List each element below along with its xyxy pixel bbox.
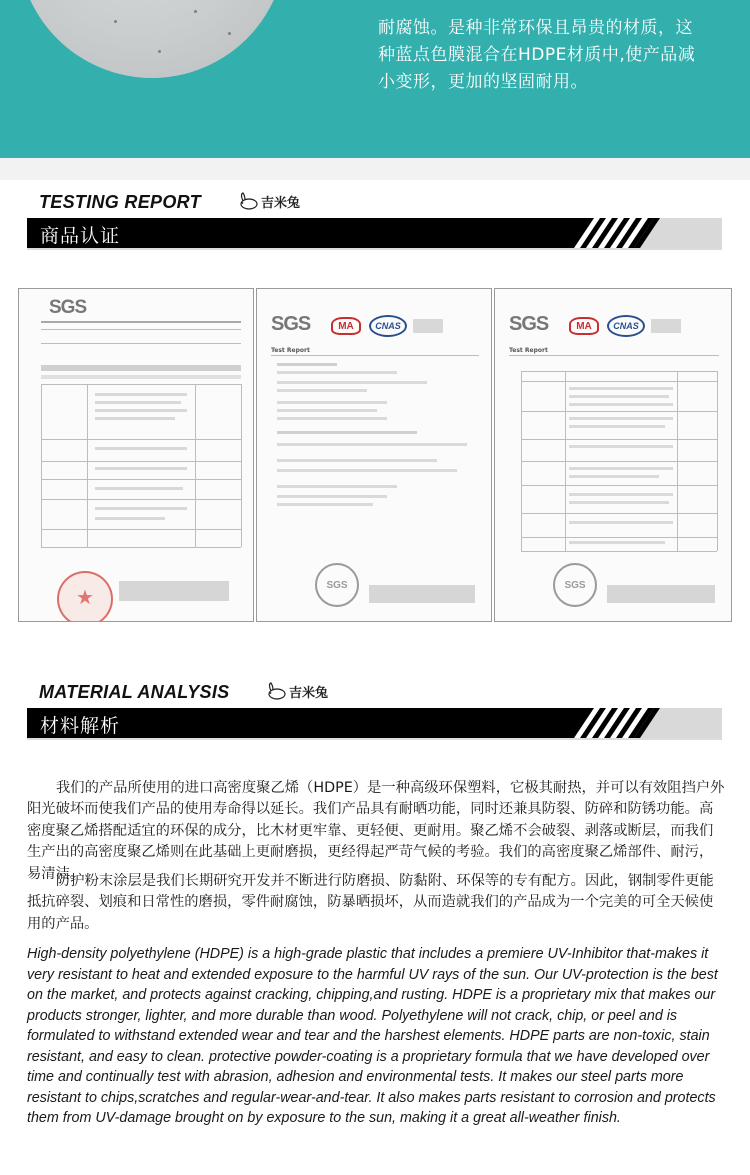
testing-report-header xyxy=(27,184,722,254)
brand-logo xyxy=(265,680,328,702)
cnas-mark: CNAS xyxy=(607,315,645,337)
sgs-mark: SGS xyxy=(509,313,549,335)
rabbit-icon xyxy=(265,682,287,700)
top-banner xyxy=(0,0,750,158)
report-title: Test Report xyxy=(509,347,548,354)
report-title: Test Report xyxy=(271,347,310,354)
report-document-1 xyxy=(18,288,254,622)
sgs-mark: SGS xyxy=(271,313,311,335)
top-line-1: 耐腐蚀。是种非常环保且昂贵的材质，这 xyxy=(378,18,693,38)
cnas-mark: CNAS xyxy=(369,315,407,337)
ma-mark: MA xyxy=(569,317,599,335)
report-document-3 xyxy=(494,288,732,622)
section-title-cn: 材料解析 xyxy=(40,715,121,737)
sgs-seal: SGS xyxy=(553,563,597,607)
material-analysis-header xyxy=(27,674,722,744)
sgs-seal: SGS xyxy=(315,563,359,607)
section-title-cn: 商品认证 xyxy=(40,225,121,247)
brand-logo-text: 吉米兔 xyxy=(261,195,301,211)
material-sample-image xyxy=(18,0,286,78)
section-title-bar xyxy=(27,218,722,248)
top-description xyxy=(378,0,718,96)
brand-logo xyxy=(237,190,300,212)
official-seal xyxy=(57,571,113,622)
ma-mark: MA xyxy=(331,317,361,335)
sgs-mark: SGS xyxy=(49,297,87,318)
section-underline xyxy=(27,248,722,250)
section-title-en: TESTING REPORT xyxy=(39,192,201,212)
cn-paragraph-2: 防护粉末涂层是我们长期研究开发并不断进行防磨损、防黏附、环保等的专有配方。因此，钢制零件更能抵抗碎裂、划痕和日常性的磨损，零件耐腐蚀，防暴晒损坏，从而造就我们的产品成为一个完美的可全天候使用的产品。 xyxy=(27,873,714,932)
report-document-2 xyxy=(256,288,492,622)
en-paragraph: High-density polyethylene (HDPE) is a high-grade plastic that includes a premiere UV-Inhibitor that-makes it very resistant to heat and extended exposure to the harmful UV rays of the sun. Our UV-protection is the best on the market, and protects against cracking, chipping,and rusting. HDPE is a proprietary mix that makes our products stronger, lighter, and more durable than wood. Polyethylene will not crack, chip, or peel and is formulated to withstand extended wear and tear and the harshest elements. HDPE parts are non-toxic, stain resistant, and easy to clean. protective powder-coating is a proprietary formula that we have developed over time and continually test with abrasion, adhesion and environmental tests. It makes our steel parts more resistant to chips,scratches and regular-wear-and-tear. It also makes parts resistant to corrosion and protects them from UV-damage brought on by exposure to the sun, making it a great all-weather finish. xyxy=(27,946,718,1126)
top-line-3: 小变形，更加的坚固耐用。 xyxy=(378,72,588,92)
stripe-decoration xyxy=(572,218,722,248)
section-underline xyxy=(27,738,722,740)
section-title-en: MATERIAL ANALYSIS xyxy=(39,682,230,702)
cn-paragraph-1: 我们的产品所使用的进口高密度聚乙烯（HDPE）是一种高级环保塑料，它极其耐热，并可以有效阻挡户外阳光破坏而使我们产品的使用寿命得以延长。我们产品具有耐晒功能，同时还兼具防裂、防碎和防锈功能。高密度聚乙烯搭配适宜的环保的成分，比木材更牢靠、更轻便、更耐用。聚乙烯不会破裂、剥落或断层，而我们生产出的高密度聚乙烯则在此基础上更耐磨损，更经得起严苛气候的考验。我们的高密度聚乙烯部件、耐污，易清洁。 xyxy=(27,780,725,882)
stripe-decoration xyxy=(572,708,722,738)
section-title-bar xyxy=(27,708,722,738)
report-gallery xyxy=(18,288,732,622)
top-line-2: 种蓝点色膜混合在HDPE材质中,使产品减 xyxy=(378,45,696,65)
divider-strip xyxy=(0,158,750,180)
rabbit-icon xyxy=(237,192,259,210)
brand-logo-text: 吉米兔 xyxy=(289,685,329,701)
